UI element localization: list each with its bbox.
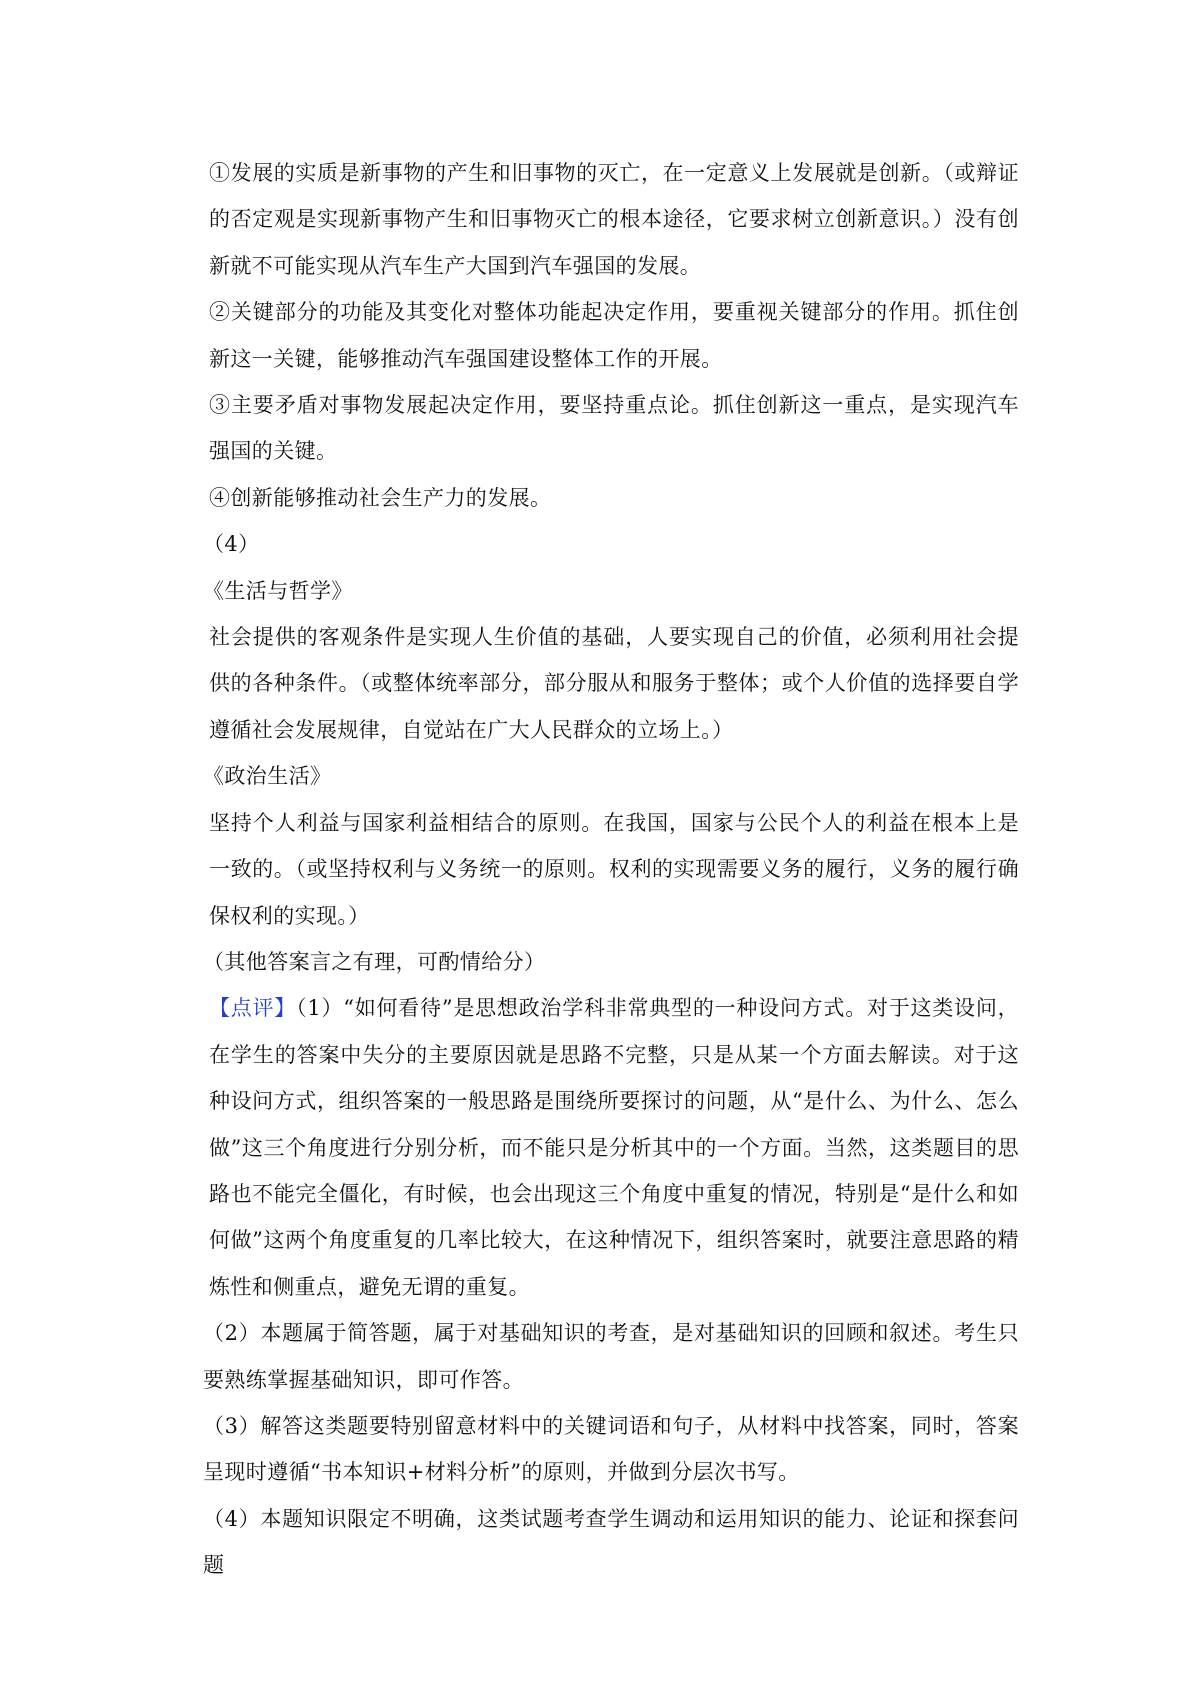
note-2: （2）本题属于简答题，属于对基础知识的考查，是对基础知识的回顾和叙述。考生只要熟练掌握基础知识，即可作答。 (203, 1321, 1019, 1392)
paragraph-main-contradiction: ③主要矛盾对事物发展起决定作用，要坚持重点论。抓住创新这一重点，是实现汽车强国的关键。 (209, 393, 1019, 464)
paragraph-productivity: ④创新能够推动社会生产力的发展。 (209, 485, 552, 510)
paragraph-development-innovation: ①发展的实质是新事物的产生和旧事物的灭亡，在一定意义上发展就是创新。（或辩证的否定观是实现新事物产生和旧事物灭亡的根本途径，它要求树立创新意识。）没有创新就不可能实现从汽车生产大国到汽车强国的发展。 (209, 161, 1019, 278)
note-3: （3）解答这类题要特别留意材料中的关键词语和句子，从材料中找答案，同时，答案呈现时遵循“书本知识+材料分析”的原则，并做到分层次书写。 (203, 1413, 1019, 1485)
section-heading-life-philosophy: 《生活与哲学》 (203, 578, 353, 603)
comment-paragraph (209, 985, 1019, 1310)
paragraph-interest-principle: 坚持个人利益与国家利益相结合的原则。在我国，国家与公民个人的利益在根本上是一致的。（或坚持权利与义务统一的原则。权利的实现需要义务的履行，义务的履行确保权利的实现。） (209, 810, 1019, 928)
paragraph-scoring-note: （其他答案言之有理，可酌情给分） (203, 949, 546, 974)
comment-tag: 【点评】 (209, 996, 297, 1021)
paragraph-key-part: ②关键部分的功能及其变化对整体功能起决定作用，要重视关键部分的作用。抓住创新这一关键，能够推动汽车强国建设整体工作的开展。 (209, 300, 1019, 371)
question-number-4: （4） (203, 532, 260, 557)
note-4: （4）本题知识限定不明确，这类试题考查学生调动和运用知识的能力、论证和探套问题 (203, 1506, 1019, 1578)
document-body (203, 150, 1019, 1589)
comment-text: （1）“如何看待”是思想政治学科非常典型的一种设问方式。对于这类设问，在学生的答案中失分的主要原因就是思路不完整，只是从某一个方面去解读。对于这种设问方式，组织答案的一般思路是围绕所要探讨的问题，从“是什么、为什么、怎么做”这三个角度进行分别分析，而不能只是分析其中的一个方面。当然，这类题目的思路也不能完全僵化，有时候，也会出现这三个角度中重复的情况，特别是“是什么和如何做”这两个角度重复的几率比较大，在这种情况下，组织答案时，就要注意思路的精炼性和侧重点，避免无谓的重复。 (209, 996, 1019, 1299)
section-heading-political-life: 《政治生活》 (203, 764, 332, 789)
paragraph-life-value: 社会提供的客观条件是实现人生价值的基础，人要实现自己的价值，必须利用社会提供的各种条件。（或整体统率部分，部分服从和服务于整体；或个人价值的选择要自学遵循社会发展规律，自觉站在广大人民群众的立场上。） (209, 625, 1019, 742)
